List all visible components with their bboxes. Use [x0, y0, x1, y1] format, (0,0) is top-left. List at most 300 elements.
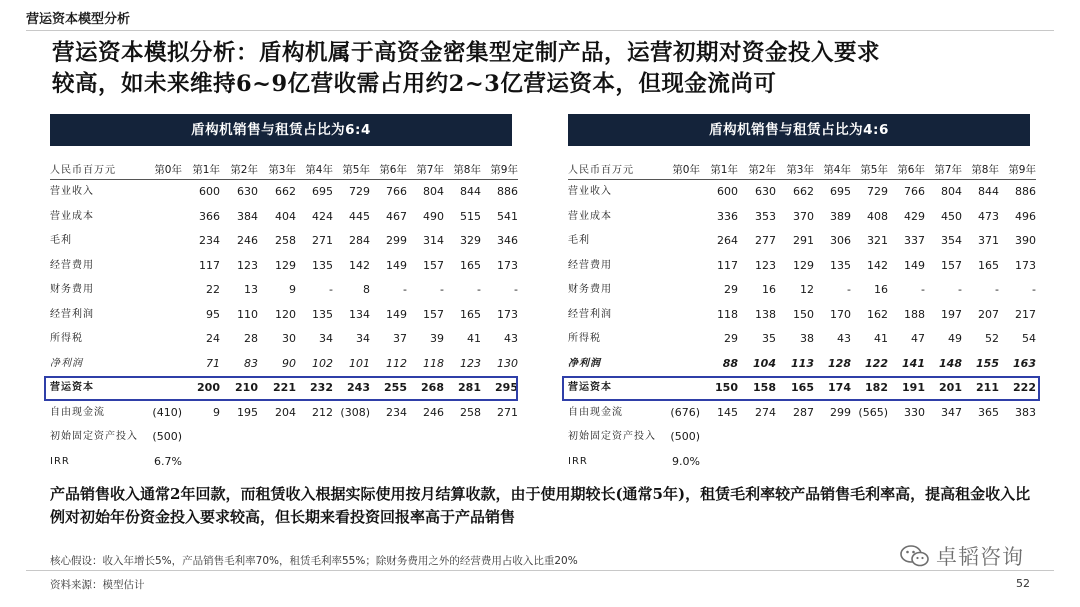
- table-cell: 371: [978, 234, 999, 247]
- table-cell: [662, 229, 700, 254]
- row-label: 营业收入: [568, 186, 612, 197]
- table-cell: 306: [830, 234, 851, 247]
- table-cell: 268: [421, 381, 444, 394]
- table-row: [50, 401, 518, 426]
- table-cell: 149: [386, 258, 407, 272]
- column-header-year: 第2年: [738, 162, 776, 180]
- table-cell: 173: [497, 307, 518, 321]
- table-cell: [182, 450, 220, 475]
- table-cell: [662, 327, 700, 352]
- row-label: 所得税: [568, 333, 601, 344]
- table-cell: 34: [319, 332, 333, 345]
- table-cell: 165: [978, 258, 999, 272]
- table-cell: 390: [1015, 234, 1036, 247]
- table-cell: 122: [865, 356, 888, 370]
- watermark-text: 卓韬咨询: [936, 545, 1024, 569]
- table-cell: [407, 450, 444, 475]
- table-cell: [220, 450, 258, 475]
- table-row: [568, 401, 1036, 426]
- table-cell: 128: [828, 356, 851, 370]
- table-cell: 24: [206, 332, 220, 345]
- table-row: [568, 425, 1036, 450]
- column-header-year: 第5年: [333, 162, 370, 180]
- table-cell: 284: [349, 234, 370, 247]
- table-cell: 37: [393, 332, 407, 345]
- column-header-year: 第1年: [700, 162, 738, 180]
- column-header-year: 第6年: [370, 162, 407, 180]
- table-cell: [999, 425, 1036, 450]
- assumptions-note: 核心假设：收入年增长5%，产品销售毛利率70%，租赁毛利率55%；除财务费用之外的经营费用占收入比重20%: [50, 555, 578, 567]
- table-row: [50, 278, 518, 303]
- table-cell: 135: [312, 307, 333, 321]
- table-cell: 299: [386, 234, 407, 247]
- table-cell: 135: [312, 258, 333, 272]
- table-cell: 281: [458, 381, 481, 394]
- table-cell: 102: [312, 356, 333, 370]
- column-header-year: 第7年: [407, 162, 444, 180]
- table-cell: 221: [273, 381, 296, 394]
- table-cell: [925, 425, 962, 450]
- table-cell: 110: [237, 307, 258, 321]
- table-cell: 142: [867, 258, 888, 272]
- table-cell: 408: [867, 209, 888, 223]
- table-cell: 34: [356, 332, 370, 345]
- table-cell: -: [403, 283, 407, 296]
- table-cell: 52: [985, 332, 999, 345]
- table-cell: 346: [497, 234, 518, 247]
- table-cell: 541: [497, 209, 518, 223]
- table-cell: 804: [423, 185, 444, 198]
- table-cell: 173: [1015, 258, 1036, 272]
- table-cell: 163: [1013, 356, 1036, 370]
- table-cell: (676): [670, 405, 700, 419]
- table-cell: -: [995, 283, 999, 296]
- table-cell: 490: [423, 209, 444, 223]
- watermark: [900, 541, 1024, 571]
- table-cell: 29: [724, 283, 738, 296]
- table-cell: [962, 425, 999, 450]
- headline-line-2: 较高，如未来维持6~9亿营收需占用约2~3亿营运资本，但现金流尚可: [52, 71, 777, 97]
- table-cell: [776, 450, 814, 475]
- table-cell: 197: [941, 307, 962, 321]
- table-cell: 766: [904, 185, 925, 198]
- row-label: 营业成本: [50, 210, 94, 222]
- table-row: [50, 425, 518, 450]
- table-cell: 366: [199, 209, 220, 223]
- table-cell: [662, 376, 700, 401]
- slide-headline: [52, 38, 1052, 100]
- table-cell: 467: [386, 209, 407, 223]
- table-cell: 6.7%: [154, 454, 182, 468]
- table-row: [568, 254, 1036, 279]
- table-cell: 370: [793, 209, 814, 223]
- table-cell: 117: [199, 258, 220, 272]
- table-row: [50, 180, 518, 205]
- table-row: [568, 180, 1036, 205]
- financial-table-left: [50, 162, 518, 474]
- row-label: IRR: [50, 455, 70, 467]
- row-label: 营运资本: [568, 382, 612, 393]
- table-cell: (410): [152, 405, 182, 419]
- table-cell: 129: [275, 258, 296, 272]
- table-header-row: [568, 162, 1036, 180]
- table-cell: 16: [874, 283, 888, 296]
- column-header-year: 第8年: [444, 162, 481, 180]
- table-cell: 83: [244, 356, 258, 370]
- table-cell: 222: [1013, 381, 1036, 394]
- table-cell: 695: [312, 185, 333, 198]
- table-cell: 30: [282, 332, 296, 345]
- table-cell: 174: [828, 381, 851, 394]
- table-cell: [662, 303, 700, 328]
- table-row: [50, 327, 518, 352]
- table-cell: 321: [867, 234, 888, 247]
- table-cell: [888, 425, 925, 450]
- table-cell: 255: [384, 381, 407, 394]
- table-cell: 404: [275, 209, 296, 223]
- table-cell: [144, 278, 182, 303]
- table-cell: 22: [206, 283, 220, 296]
- table-cell: 314: [423, 234, 444, 247]
- table-cell: 145: [717, 405, 738, 419]
- table-cell: [258, 425, 296, 450]
- table-cell: 123: [755, 258, 776, 272]
- table-cell: [144, 376, 182, 401]
- table-cell: [738, 450, 776, 475]
- column-header-year: 第5年: [851, 162, 888, 180]
- table-cell: 123: [460, 356, 481, 370]
- table-cell: 201: [939, 381, 962, 394]
- table-cell: 365: [978, 405, 999, 419]
- table-cell: 43: [504, 332, 518, 345]
- table-cell: -: [1032, 283, 1036, 296]
- table-row: [50, 303, 518, 328]
- table-cell: (500): [152, 430, 182, 443]
- table-cell: 630: [755, 185, 776, 198]
- row-label: 净利润: [568, 357, 601, 369]
- table-cell: 88: [722, 356, 738, 370]
- table-cell: 29: [724, 332, 738, 345]
- table-cell: -: [958, 283, 962, 296]
- table-cell: 150: [793, 307, 814, 321]
- table-cell: 299: [830, 405, 851, 419]
- column-header-unit: 人民币百万元: [568, 162, 662, 180]
- column-header-year: 第9年: [481, 162, 518, 180]
- summary-paragraph: 产品销售收入通常2年回款，而租赁收入根据实际使用按月结算收款，由于使用期较长(通常5年)，租赁毛利率较产品销售毛利率高，提高租金收入比例对初始年份资金投入要求较高，但长期来看投资回报率高于产品销售: [50, 485, 1031, 526]
- table-cell: 120: [275, 307, 296, 321]
- column-header-year: 第9年: [999, 162, 1036, 180]
- table-cell: 729: [867, 185, 888, 198]
- table-cell: [662, 254, 700, 279]
- table-cell: 162: [867, 307, 888, 321]
- table-row: [568, 303, 1036, 328]
- row-label: 财务费用: [50, 284, 94, 295]
- table-cell: [144, 229, 182, 254]
- table-cell: 165: [460, 307, 481, 321]
- table-cell: 165: [460, 258, 481, 272]
- table-cell: 12: [800, 283, 814, 296]
- section-label: 营运资本模型分析: [26, 12, 131, 27]
- table-cell: [888, 450, 925, 475]
- table-cell: 234: [386, 405, 407, 419]
- table-cell: 71: [206, 356, 220, 370]
- column-header-year: 第0年: [144, 162, 182, 180]
- row-label: IRR: [568, 455, 588, 467]
- table-cell: 9.0%: [672, 454, 700, 468]
- table-cell: 347: [941, 405, 962, 419]
- table-cell: 191: [902, 381, 925, 394]
- table-cell: 157: [423, 307, 444, 321]
- table-cell: -: [847, 283, 851, 296]
- table-cell: 135: [830, 258, 851, 272]
- table-cell: [407, 425, 444, 450]
- table-cell: 662: [793, 185, 814, 198]
- table-cell: 182: [865, 381, 888, 394]
- table-cell: 13: [244, 283, 258, 296]
- table-cell: 149: [904, 258, 925, 272]
- table-cell: 28: [244, 332, 258, 345]
- table-row: [50, 205, 518, 230]
- table-cell: 277: [755, 234, 776, 247]
- row-label: 初始固定资产投入: [50, 431, 138, 442]
- table-cell: 118: [423, 356, 444, 370]
- table-cell: 155: [976, 356, 999, 370]
- table-row: [568, 205, 1036, 230]
- table-cell: 9: [289, 283, 296, 296]
- table-title-right: 盾构机销售与租赁占比为4:6: [568, 114, 1030, 146]
- table-cell: 217: [1015, 307, 1036, 321]
- table-cell: [258, 450, 296, 475]
- column-header-year: 第3年: [258, 162, 296, 180]
- table-cell: 886: [1015, 185, 1036, 198]
- row-label: 初始固定资产投入: [568, 431, 656, 442]
- table-row: [568, 376, 1036, 401]
- table-cell: [481, 450, 518, 475]
- table-cell: 271: [497, 405, 518, 419]
- table-cell: 695: [830, 185, 851, 198]
- table-cell: 41: [874, 332, 888, 345]
- table-cell: (565): [858, 405, 888, 419]
- headline-line-1: 营运资本模拟分析：盾构机属于高资金密集型定制产品，运营初期对资金投入要求: [52, 40, 881, 66]
- column-header-year: 第6年: [888, 162, 925, 180]
- table-cell: [333, 450, 370, 475]
- table-cell: 118: [717, 307, 738, 321]
- table-cell: 211: [976, 381, 999, 394]
- table-cell: [662, 180, 700, 205]
- table-cell: [296, 450, 333, 475]
- row-label: 营业收入: [50, 186, 94, 197]
- column-header-year: 第4年: [296, 162, 333, 180]
- table-cell: [662, 205, 700, 230]
- table-cell: 515: [460, 209, 481, 223]
- table-cell: -: [440, 283, 444, 296]
- table-cell: 234: [199, 234, 220, 247]
- row-label: 毛利: [568, 235, 590, 246]
- table-cell: 662: [275, 185, 296, 198]
- table-cell: 384: [237, 209, 258, 223]
- table-cell: 445: [349, 209, 370, 223]
- table-cell: 112: [386, 356, 407, 370]
- table-cell: 243: [347, 381, 370, 394]
- table-cell: 165: [791, 381, 814, 394]
- row-label: 经营费用: [568, 259, 612, 271]
- table-cell: [144, 180, 182, 205]
- table-cell: (308): [340, 405, 370, 419]
- table-cell: 450: [941, 209, 962, 223]
- table-cell: 39: [430, 332, 444, 345]
- table-cell: 844: [460, 185, 481, 198]
- row-label: 净利润: [50, 357, 83, 369]
- table-cell: 337: [904, 234, 925, 247]
- table-cell: [144, 303, 182, 328]
- table-cell: [776, 425, 814, 450]
- table-cell: -: [514, 283, 518, 296]
- table-cell: [144, 254, 182, 279]
- table-cell: 232: [310, 381, 333, 394]
- table-cell: 150: [715, 381, 738, 394]
- table-cell: 330: [904, 405, 925, 419]
- table-cell: 134: [349, 307, 370, 321]
- table-cell: [220, 425, 258, 450]
- table-cell: 157: [941, 258, 962, 272]
- table-cell: 291: [793, 234, 814, 247]
- table-cell: 204: [275, 405, 296, 419]
- table-cell: 90: [282, 356, 296, 370]
- column-header-year: 第3年: [776, 162, 814, 180]
- table-cell: 117: [717, 258, 738, 272]
- table-cell: 149: [386, 307, 407, 321]
- top-bar: [0, 0, 1080, 30]
- column-header-year: 第0年: [662, 162, 700, 180]
- table-cell: 16: [762, 283, 776, 296]
- page-number: 52: [1016, 577, 1030, 590]
- column-header-year: 第1年: [182, 162, 220, 180]
- table-row: [568, 229, 1036, 254]
- column-header-year: 第2年: [220, 162, 258, 180]
- table-cell: 329: [460, 234, 481, 247]
- row-label: 营业成本: [568, 210, 612, 222]
- table-cell: [851, 425, 888, 450]
- table-cell: 383: [1015, 405, 1036, 419]
- table-cell: 8: [363, 283, 370, 296]
- table-cell: 844: [978, 185, 999, 198]
- row-label: 经营利润: [50, 308, 94, 320]
- table-row: [568, 278, 1036, 303]
- table-cell: 43: [837, 332, 851, 345]
- table-cell: 212: [312, 405, 333, 419]
- table-cell: 35: [762, 332, 776, 345]
- table-cell: [662, 278, 700, 303]
- table-title-left: 盾构机销售与租赁占比为6:4: [50, 114, 512, 146]
- table-row: [568, 352, 1036, 377]
- table-cell: 424: [312, 209, 333, 223]
- table-cell: [700, 450, 738, 475]
- table-row: [568, 327, 1036, 352]
- table-cell: 170: [830, 307, 851, 321]
- table-cell: [662, 352, 700, 377]
- table-row: [50, 352, 518, 377]
- table-cell: 9: [213, 405, 220, 419]
- table-cell: [144, 205, 182, 230]
- table-cell: [481, 425, 518, 450]
- table-cell: 129: [793, 258, 814, 272]
- table-cell: 264: [717, 234, 738, 247]
- table-cell: [925, 450, 962, 475]
- table-cell: 49: [948, 332, 962, 345]
- table-cell: 130: [497, 356, 518, 370]
- table-cell: 54: [1022, 332, 1036, 345]
- table-cell: 271: [312, 234, 333, 247]
- table-cell: (500): [670, 430, 700, 443]
- table-cell: 141: [902, 356, 925, 370]
- table-cell: 148: [939, 356, 962, 370]
- table-cell: 246: [237, 234, 258, 247]
- table-cell: [814, 450, 851, 475]
- table-cell: 47: [911, 332, 925, 345]
- table-cell: 353: [755, 209, 776, 223]
- financial-table-right: [568, 162, 1036, 474]
- table-cell: [700, 425, 738, 450]
- table-cell: 295: [495, 381, 518, 394]
- table-cell: [444, 450, 481, 475]
- table-row: [50, 376, 518, 401]
- table-cell: -: [329, 283, 333, 296]
- table-cell: [814, 425, 851, 450]
- table-cell: 38: [800, 332, 814, 345]
- table-cell: 429: [904, 209, 925, 223]
- row-label: 财务费用: [568, 284, 612, 295]
- table-cell: [738, 425, 776, 450]
- row-label: 自由现金流: [50, 406, 105, 418]
- table-cell: 246: [423, 405, 444, 419]
- column-header-year: 第4年: [814, 162, 851, 180]
- table-cell: [144, 327, 182, 352]
- table-cell: [144, 352, 182, 377]
- row-label: 经营利润: [568, 308, 612, 320]
- table-cell: 142: [349, 258, 370, 272]
- table-header-row: [50, 162, 518, 180]
- source-note: 资料来源：模型估计: [50, 579, 145, 591]
- table-cell: 123: [237, 258, 258, 272]
- table-cell: [444, 425, 481, 450]
- table-cell: 101: [349, 356, 370, 370]
- table-cell: [962, 450, 999, 475]
- table-cell: 600: [199, 185, 220, 198]
- table-cell: 630: [237, 185, 258, 198]
- table-row: [50, 229, 518, 254]
- table-cell: 274: [755, 405, 776, 419]
- table-cell: [370, 425, 407, 450]
- table-cell: 336: [717, 209, 738, 223]
- table-cell: 104: [753, 356, 776, 370]
- table-cell: 138: [755, 307, 776, 321]
- table-cell: [296, 425, 333, 450]
- table-cell: 258: [275, 234, 296, 247]
- table-cell: [851, 450, 888, 475]
- table-cell: 188: [904, 307, 925, 321]
- row-label: 自由现金流: [568, 406, 623, 418]
- table-panel-right: [568, 114, 1036, 474]
- row-label: 经营费用: [50, 259, 94, 271]
- wechat-icon: [900, 545, 930, 567]
- row-label: 毛利: [50, 235, 72, 246]
- table-cell: 354: [941, 234, 962, 247]
- table-cell: 258: [460, 405, 481, 419]
- table-cell: 600: [717, 185, 738, 198]
- table-cell: 804: [941, 185, 962, 198]
- table-cell: 473: [978, 209, 999, 223]
- table-cell: 287: [793, 405, 814, 419]
